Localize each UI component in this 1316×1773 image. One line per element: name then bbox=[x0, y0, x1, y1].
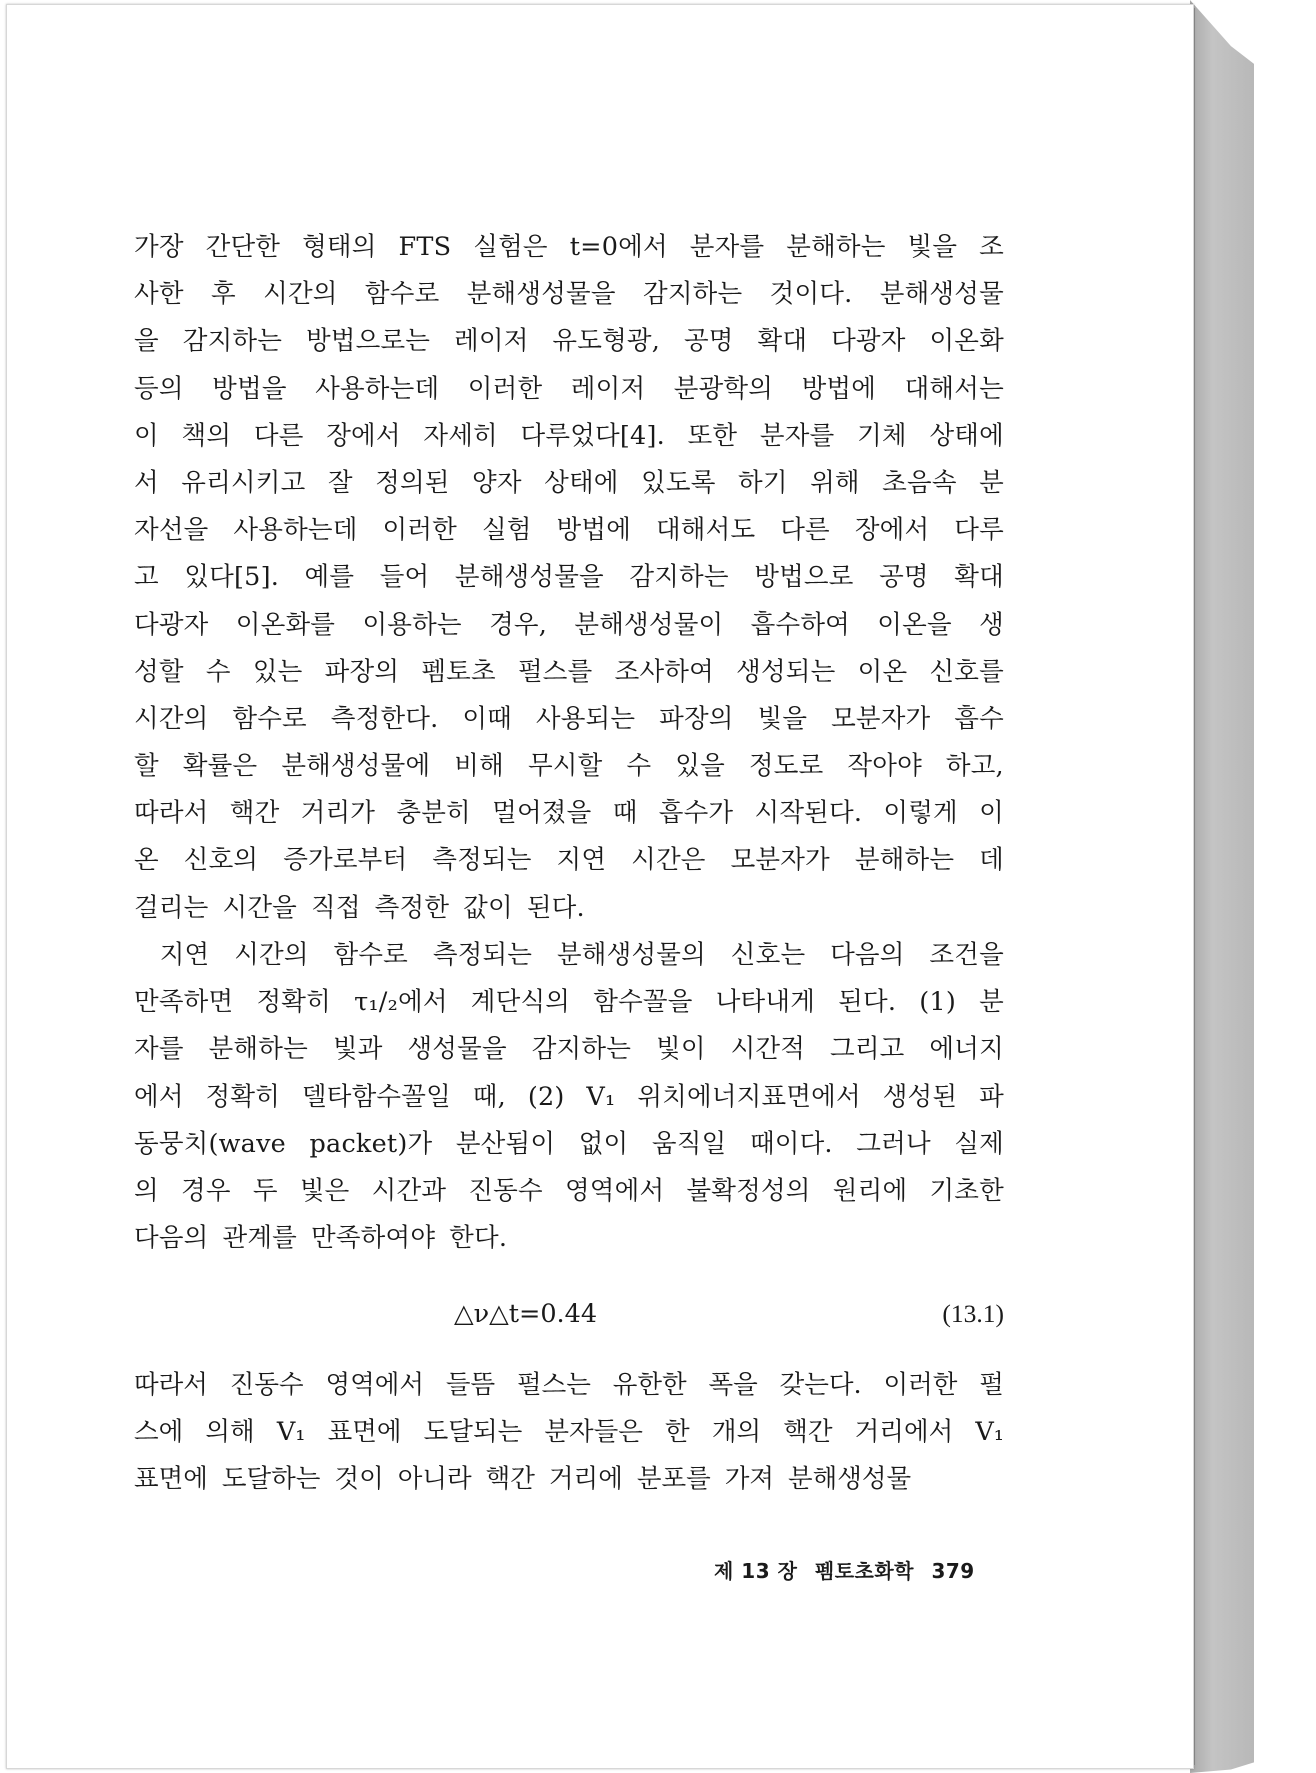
word: 양자 bbox=[472, 467, 522, 498]
paragraph-2 bbox=[134, 932, 1004, 1262]
word: 함수로 bbox=[333, 940, 408, 970]
equation bbox=[134, 1290, 1004, 1338]
text-line bbox=[134, 1456, 1004, 1503]
word: 그리고 bbox=[830, 1034, 905, 1065]
word: 영역에서 bbox=[325, 1370, 425, 1400]
text-line bbox=[134, 696, 1004, 743]
word: 분자들은 bbox=[544, 1417, 643, 1448]
word: 직접 bbox=[311, 892, 361, 923]
word: 공명 bbox=[879, 562, 929, 593]
footer-title: 펨토초화학 bbox=[814, 1559, 914, 1583]
word: 핵간 bbox=[229, 798, 280, 829]
word: 하기 bbox=[737, 467, 788, 498]
word: 측정되는 bbox=[432, 845, 532, 876]
word: 핵간 bbox=[485, 1464, 535, 1495]
word: 이온화를 bbox=[235, 609, 336, 640]
paragraph-3 bbox=[134, 1362, 1004, 1504]
word: 상태에 bbox=[544, 467, 619, 498]
text-line bbox=[134, 366, 1004, 413]
word: 움직일 bbox=[651, 1128, 727, 1159]
word: 기초한 bbox=[929, 1175, 1004, 1206]
word: 기체 bbox=[857, 420, 907, 451]
word: 한 bbox=[665, 1417, 690, 1448]
word: 실험은 bbox=[473, 232, 548, 262]
word: 빛을 bbox=[907, 232, 958, 262]
word: 시간의 bbox=[134, 703, 209, 734]
word: 자를 bbox=[134, 1034, 184, 1065]
word: 감지하는 bbox=[629, 562, 729, 593]
word: 가져 bbox=[724, 1464, 775, 1495]
word: 거리가 bbox=[300, 798, 376, 829]
word: 분해생성물에 bbox=[281, 751, 431, 782]
word: 분해생성물을 bbox=[454, 562, 604, 593]
paragraph-1 bbox=[134, 224, 1004, 932]
word: 생 bbox=[979, 609, 1004, 640]
word: 이렇게 bbox=[883, 798, 958, 829]
footer-chapter: 제 13 장 bbox=[714, 1559, 798, 1583]
word: 분해생성물이 bbox=[574, 609, 724, 640]
page-number: 379 bbox=[931, 1559, 975, 1583]
word: 수 bbox=[626, 751, 652, 782]
word: 분해하는 bbox=[854, 845, 955, 876]
word: 분포를 bbox=[636, 1464, 711, 1495]
word: 걸리는 bbox=[134, 892, 209, 923]
text-line bbox=[134, 979, 1004, 1026]
word: 사용되는 bbox=[535, 703, 636, 734]
word: 할 bbox=[134, 751, 159, 782]
word: 파 bbox=[979, 1081, 1004, 1112]
word: 감지하는 bbox=[531, 1034, 632, 1065]
word: 신호를 bbox=[929, 656, 1004, 687]
word: 시작된다. bbox=[754, 798, 863, 829]
text-line bbox=[134, 507, 1004, 554]
word: 파장의 bbox=[659, 703, 734, 734]
word: 경우 bbox=[181, 1175, 231, 1206]
word: 펄스를 bbox=[517, 656, 593, 687]
word: V₁ bbox=[975, 1417, 1004, 1448]
text-line bbox=[134, 790, 1004, 837]
word: 함수로 bbox=[232, 703, 307, 734]
word: 분해하는 bbox=[208, 1034, 308, 1065]
word: 의해 bbox=[205, 1417, 255, 1448]
word: 이온화 bbox=[929, 326, 1004, 357]
word: 갖는다. bbox=[779, 1370, 862, 1400]
word: 정도로 bbox=[748, 751, 824, 782]
word: 나타내게 bbox=[715, 987, 816, 1018]
word: 빛이 bbox=[655, 1034, 706, 1065]
word: 다루 bbox=[954, 515, 1004, 546]
word: 만족하여야 bbox=[311, 1223, 436, 1254]
word: 방법을 bbox=[212, 373, 287, 404]
word: 스에 bbox=[134, 1417, 184, 1448]
text-line bbox=[134, 413, 1004, 460]
word: 대해서는 bbox=[904, 373, 1004, 404]
word: 신호는 bbox=[730, 940, 806, 970]
word: 분 bbox=[979, 987, 1004, 1018]
word: 신호의 bbox=[183, 845, 259, 876]
word: 생성되는 bbox=[736, 656, 836, 687]
word: 시간적 bbox=[730, 1034, 806, 1065]
word: 확대 bbox=[954, 562, 1004, 593]
word: 있다[5]. bbox=[184, 562, 280, 593]
word: 방법에 bbox=[556, 515, 632, 546]
equation-number: (13.1) bbox=[942, 1299, 1004, 1328]
word: 것이다. bbox=[769, 279, 853, 310]
word: 감지하는 bbox=[182, 326, 283, 357]
word: 이러한 bbox=[467, 373, 543, 404]
word: 영역에서 bbox=[564, 1175, 665, 1206]
word: 흡수가 bbox=[658, 798, 734, 829]
text-line bbox=[134, 1362, 1004, 1409]
word: 상태에 bbox=[929, 420, 1004, 451]
word: 들어 bbox=[379, 562, 430, 593]
word: 때, bbox=[472, 1081, 506, 1112]
word: 들뜸 bbox=[445, 1370, 496, 1400]
text-line bbox=[134, 224, 1004, 271]
word: 지연 bbox=[556, 845, 607, 876]
text-line bbox=[134, 1409, 1004, 1456]
word: 때이다. bbox=[749, 1128, 833, 1159]
word: V₁ bbox=[586, 1081, 616, 1112]
word: 다광자 bbox=[134, 609, 209, 640]
word: 증가로부터 bbox=[283, 845, 408, 876]
word: 조 bbox=[979, 232, 1004, 262]
word: 장에서 bbox=[326, 420, 401, 451]
word: 데 bbox=[979, 845, 1004, 876]
word: 함수꼴을 bbox=[593, 987, 693, 1018]
word: 충분히 bbox=[396, 798, 471, 829]
word: 하고, bbox=[945, 751, 1004, 782]
word: 또한 bbox=[687, 420, 738, 451]
word: 한다. bbox=[449, 1223, 508, 1254]
word: 값이 bbox=[463, 892, 513, 923]
word: 서 bbox=[134, 467, 159, 498]
word: 없이 bbox=[578, 1128, 629, 1159]
word: 된다. bbox=[526, 892, 585, 923]
word: 빛은 bbox=[299, 1175, 350, 1206]
word: 있을 bbox=[675, 751, 725, 782]
word: 공명 bbox=[683, 326, 734, 357]
text-line bbox=[134, 1026, 1004, 1073]
word: (2) bbox=[527, 1081, 565, 1112]
word: 분해생성물 bbox=[788, 1464, 912, 1495]
word: 진동수 bbox=[468, 1175, 543, 1206]
word: 두 bbox=[252, 1175, 278, 1206]
word: 함수로 bbox=[364, 279, 440, 310]
word: 다른 bbox=[780, 515, 830, 546]
text-line bbox=[134, 271, 1004, 318]
word: 후 bbox=[210, 279, 236, 310]
word: 생성된 bbox=[882, 1081, 958, 1112]
word: 위해 bbox=[810, 467, 860, 498]
word: 레이저 bbox=[454, 326, 529, 357]
text-line bbox=[134, 602, 1004, 649]
word: 잘 bbox=[327, 467, 353, 498]
word: 방법으로는 bbox=[305, 326, 431, 357]
word: 분해생성물 bbox=[879, 279, 1004, 310]
word: 거리에서 bbox=[854, 1417, 954, 1448]
word: τ₁/₂에서 bbox=[354, 987, 448, 1018]
word: 시간을 bbox=[222, 892, 297, 923]
word: 측정한다. bbox=[330, 703, 439, 734]
word: 확대 bbox=[757, 326, 808, 357]
word: 확률은 bbox=[182, 751, 258, 782]
word: 때 bbox=[612, 798, 638, 829]
word: 사용하는데 bbox=[233, 515, 358, 546]
word: 모분자가 bbox=[730, 845, 830, 876]
word: 수 bbox=[205, 656, 231, 687]
word: 성할 bbox=[134, 656, 184, 687]
word: 형태의 bbox=[302, 232, 377, 262]
word: 진동수 bbox=[229, 1370, 304, 1400]
word: 의 bbox=[134, 1175, 159, 1206]
word: 동뭉치(wave bbox=[134, 1128, 286, 1159]
word: 고 bbox=[134, 562, 159, 593]
word: 시간과 bbox=[371, 1175, 447, 1206]
word: 시간의 bbox=[263, 279, 338, 310]
word: 이용하는 bbox=[362, 609, 462, 640]
word: 정확히 bbox=[256, 987, 331, 1018]
word: 이 bbox=[134, 420, 159, 451]
word: 도달되는 bbox=[423, 1417, 523, 1448]
word: 분해생성물을 bbox=[466, 279, 616, 310]
word: 자선을 bbox=[134, 515, 209, 546]
word: 된다. bbox=[838, 987, 897, 1018]
word: 이온 bbox=[857, 656, 908, 687]
word: 정확히 bbox=[205, 1081, 281, 1112]
word: 불확정성의 bbox=[686, 1175, 811, 1206]
word: 위치에너지표면에서 bbox=[637, 1081, 861, 1112]
word: 만족하면 bbox=[134, 987, 234, 1018]
word: 핵간 bbox=[783, 1417, 833, 1448]
word: 흡수 bbox=[954, 703, 1004, 734]
word: 빛과 bbox=[332, 1034, 383, 1065]
text-line bbox=[134, 649, 1004, 696]
word: 조건을 bbox=[929, 940, 1004, 970]
word: 이러한 bbox=[883, 1370, 958, 1400]
word: t=0에서 bbox=[569, 232, 668, 262]
word: 것이 bbox=[334, 1464, 384, 1495]
word: FTS bbox=[398, 232, 452, 262]
word: 아니라 bbox=[397, 1464, 472, 1495]
word: 유리시키고 bbox=[181, 467, 306, 498]
text-line bbox=[134, 885, 1004, 932]
word: 등의 bbox=[134, 373, 184, 404]
word: 유도형광, bbox=[552, 326, 661, 357]
word: 방법에 bbox=[801, 373, 877, 404]
word: 분 bbox=[979, 467, 1004, 498]
word: 빛을 bbox=[757, 703, 808, 734]
word: 분해하는 bbox=[786, 232, 886, 262]
running-footer bbox=[714, 1555, 985, 1584]
word: 있는 bbox=[252, 656, 303, 687]
word: 흡수하여 bbox=[750, 609, 850, 640]
word: 에서 bbox=[134, 1081, 184, 1112]
word: 다른 bbox=[253, 420, 304, 451]
word: 표면에 bbox=[327, 1417, 402, 1448]
word: 비해 bbox=[454, 751, 504, 782]
word: 유한한 bbox=[612, 1370, 687, 1400]
text-line bbox=[134, 1215, 1004, 1262]
text-line bbox=[134, 1121, 1004, 1168]
word: 그러나 bbox=[856, 1128, 931, 1159]
word: 지연 bbox=[134, 940, 210, 970]
word: 이때 bbox=[462, 703, 512, 734]
equation-formula: △ν△t=0.44 bbox=[454, 1299, 598, 1329]
word: 따라서 bbox=[134, 798, 209, 829]
text-line bbox=[134, 460, 1004, 507]
word: 개의 bbox=[711, 1417, 762, 1448]
text-line bbox=[134, 743, 1004, 790]
word: 측정한 bbox=[374, 892, 450, 923]
word: 을 bbox=[134, 326, 159, 357]
word: 가장 bbox=[134, 232, 184, 262]
word: 도달하는 bbox=[221, 1464, 321, 1495]
word: 간단한 bbox=[205, 232, 281, 262]
word: 원리에 bbox=[832, 1175, 908, 1206]
word: 따라서 bbox=[134, 1370, 208, 1400]
word: 방법으로 bbox=[754, 562, 854, 593]
word: 분자를 bbox=[759, 420, 835, 451]
text-line bbox=[134, 1074, 1004, 1121]
word: 예를 bbox=[304, 562, 355, 593]
text-line bbox=[134, 1168, 1004, 1215]
word: 폭을 bbox=[708, 1370, 758, 1400]
word: 레이저 bbox=[570, 373, 646, 404]
word: 델타함수꼴일 bbox=[301, 1081, 451, 1112]
word: packet)가 bbox=[309, 1128, 433, 1159]
word: 계단식의 bbox=[470, 987, 571, 1018]
word: 파장의 bbox=[324, 656, 400, 687]
word: 시간은 bbox=[631, 845, 706, 876]
word: 이 bbox=[979, 798, 1004, 829]
word: 책의 bbox=[181, 420, 232, 451]
word: 감지하는 bbox=[643, 279, 743, 310]
word: 무시할 bbox=[527, 751, 603, 782]
word: 정의된 bbox=[375, 467, 450, 498]
word: 측정되는 bbox=[432, 940, 533, 970]
word: 장에서 bbox=[854, 515, 930, 546]
word: 멀어졌을 bbox=[492, 798, 592, 829]
word: 에너지 bbox=[929, 1034, 1004, 1065]
word: 경우, bbox=[489, 609, 548, 640]
word: 다광자 bbox=[831, 326, 906, 357]
word: 이러한 bbox=[382, 515, 458, 546]
word: 온 bbox=[134, 845, 159, 876]
word: 초음속 bbox=[882, 467, 957, 498]
word: 분광학의 bbox=[673, 373, 774, 404]
word: 다루었다[4]. bbox=[520, 420, 665, 451]
word: 펨토초 bbox=[421, 656, 496, 687]
word: 자세히 bbox=[423, 420, 498, 451]
word: 있도록 bbox=[641, 467, 716, 498]
word: (1) bbox=[919, 987, 956, 1018]
word: 시간의 bbox=[234, 940, 309, 970]
word: 펄스는 bbox=[517, 1370, 591, 1400]
text-line bbox=[134, 837, 1004, 884]
word: 사용하는데 bbox=[315, 373, 440, 404]
word: 분해생성물의 bbox=[556, 940, 706, 970]
word: 조사하여 bbox=[614, 656, 714, 687]
word: 작아야 bbox=[847, 751, 922, 782]
page-edge bbox=[1190, 0, 1254, 1773]
word: 관계를 bbox=[222, 1223, 297, 1254]
word: 이온을 bbox=[877, 609, 952, 640]
word: 생성물을 bbox=[407, 1034, 507, 1065]
text-line bbox=[134, 318, 1004, 365]
word: 대해서도 bbox=[655, 515, 756, 546]
word: 분산됨이 bbox=[455, 1128, 556, 1159]
word: 사한 bbox=[134, 279, 184, 310]
word: 다음의 bbox=[134, 1223, 209, 1254]
word: 다음의 bbox=[830, 940, 905, 970]
word: 실험 bbox=[481, 515, 532, 546]
word: 분자를 bbox=[689, 232, 765, 262]
word: 모분자가 bbox=[831, 703, 931, 734]
word: 실제 bbox=[954, 1128, 1004, 1159]
text-line bbox=[134, 554, 1004, 601]
word: 표면에 bbox=[134, 1464, 208, 1495]
text-line bbox=[134, 932, 1004, 979]
word: 거리에 bbox=[548, 1464, 623, 1495]
word: V₁ bbox=[276, 1417, 306, 1448]
word: 펄 bbox=[979, 1370, 1004, 1400]
